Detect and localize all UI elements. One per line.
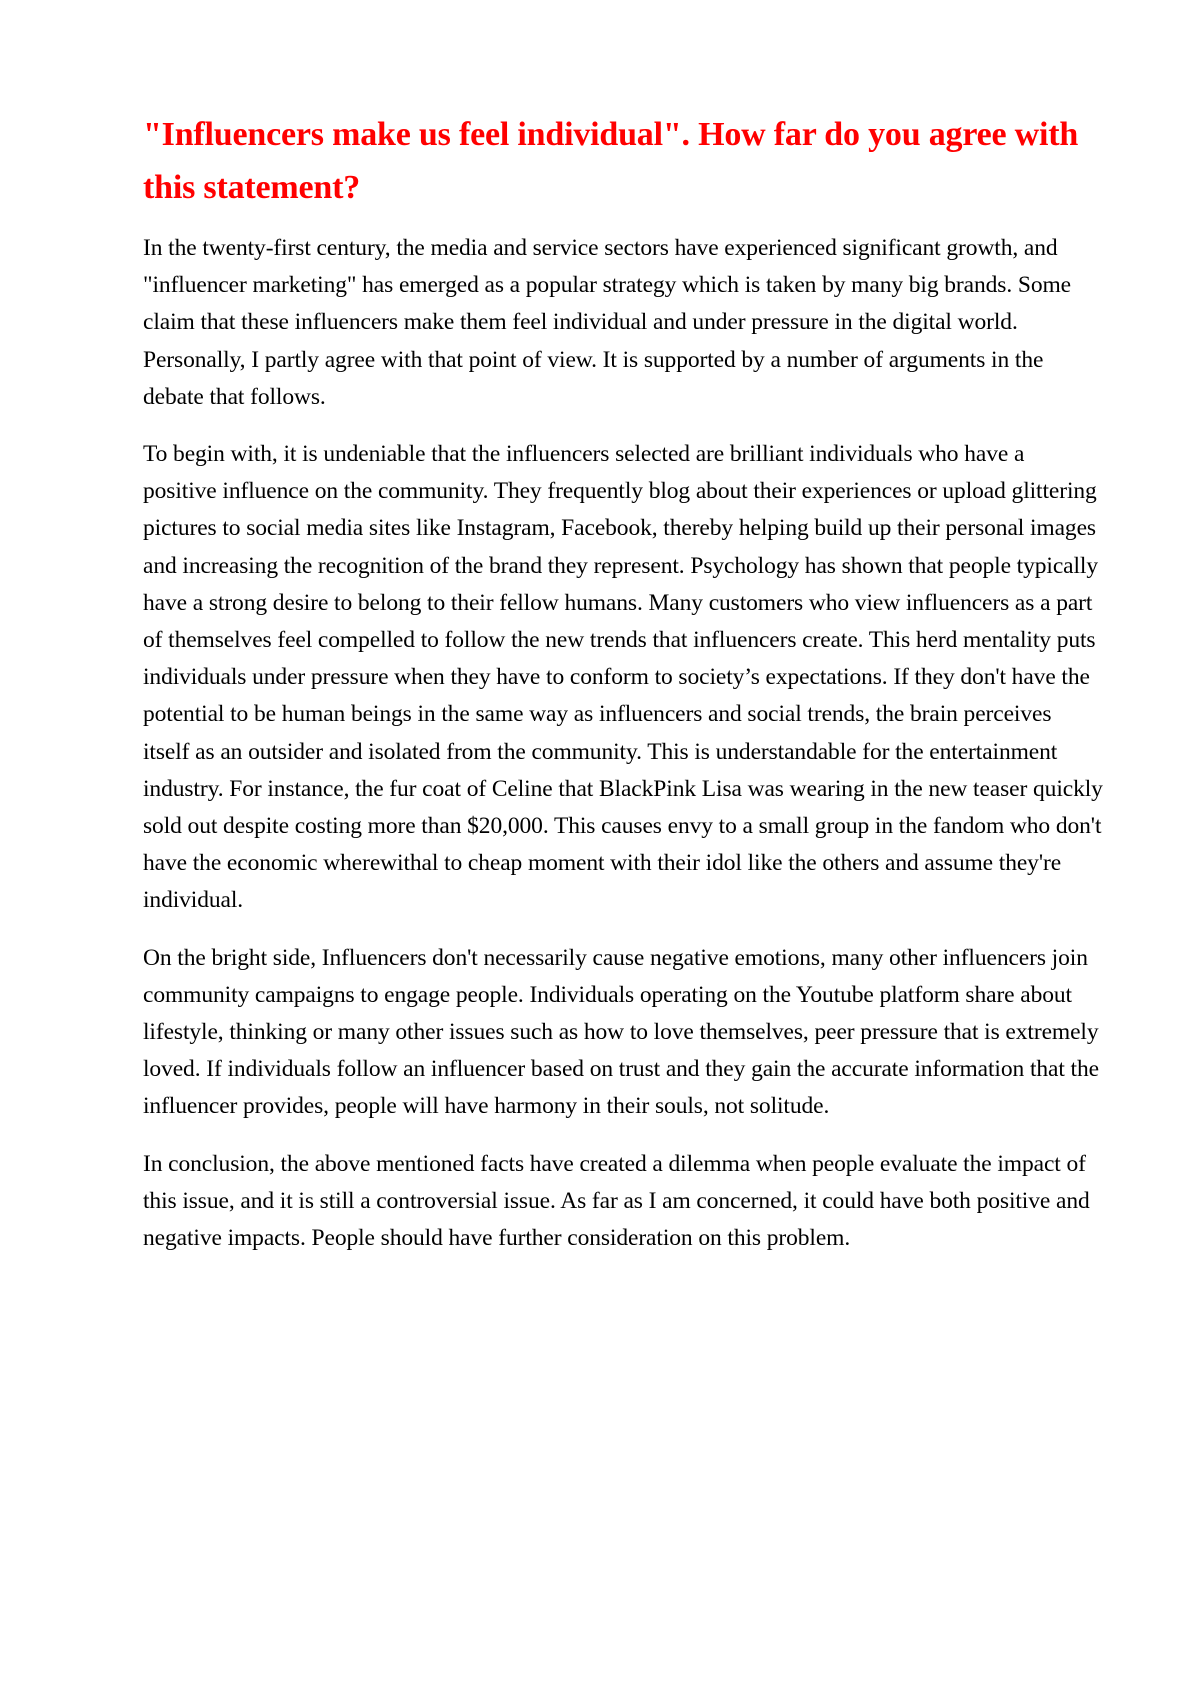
- document-page: [143, 108, 1103, 1277]
- paragraph-introduction: In the twenty-first century, the media and service sectors have experienced significant growth, and "influencer marketing" has emerged as a popular strategy which is taken by many big brands. Some claim that these influencers make them feel individual and under pressure in the digital world. Personally, I partly agree with that point of view. It is supported by a number of arguments in the debate that follows.: [143, 235, 1072, 410]
- paragraph-conclusion: In conclusion, the above mentioned facts have created a dilemma when people evaluate the impact of this issue, and it is still a controversial issue. As far as I am concerned, it could have both positive and negative impacts. People should have further consideration on this problem.: [143, 1150, 1090, 1252]
- essay-title: "Influencers make us feel individual". How far do you agree with this statement?: [143, 116, 1079, 206]
- paragraph-body-one: To begin with, it is undeniable that the influencers selected are brilliant individuals who have a positive influence on the community. They frequently blog about their experiences or upload glittering pictures to social media sites like Instagram, Facebook, thereby helping build up their personal images and increasing the recognition of the brand they represent. Psychology has shown that people typically have a strong desire to belong to their fellow humans. Many customers who view influencers as a part of themselves feel compelled to follow the new trends that influencers create. This herd mentality puts individuals under pressure when they have to conform to society’s expectations. If they don't have the potential to be human beings in the same way as influencers and social trends, the brain perceives itself as an outsider and isolated from the community. This is understandable for the entertainment industry. For instance, the fur coat of Celine that BlackPink Lisa was wearing in the new teaser quickly sold out despite costing more than $20,000. This causes envy to a small group in the fandom who don't have the economic wherewithal to cheap moment with their idol like the others and assume they're individual.: [143, 441, 1103, 914]
- paragraph-body-two: On the bright side, Influencers don't necessarily cause negative emotions, many other influencers join community campaigns to engage people. Individuals operating on the Youtube platform share about lifestyle, thinking or many other issues such as how to love themselves, peer pressure that is extremely loved. If individuals follow an influencer based on trust and they gain the accurate information that the influencer provides, people will have harmony in their souls, not solitude.: [143, 944, 1099, 1120]
